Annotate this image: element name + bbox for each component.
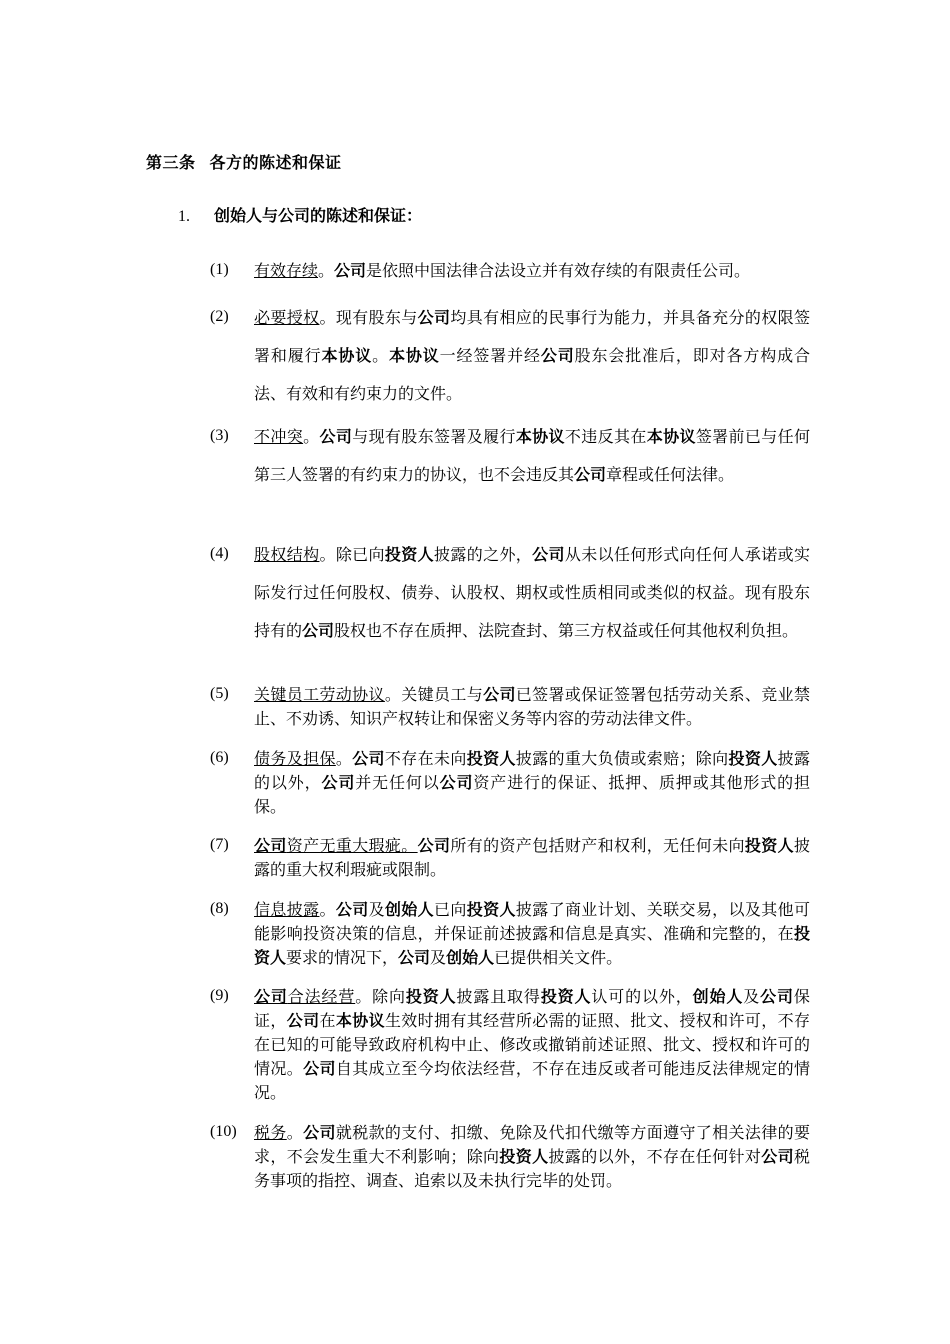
text-run: 税务事项的指控、调查、追索以及未执行完毕的处罚。: [254, 1147, 810, 1190]
clause-text: [254, 834, 810, 882]
text-run: 。除已向: [319, 545, 385, 564]
clause-number: (7): [210, 836, 229, 853]
text-run: 章程或任何法律。: [606, 465, 735, 484]
text-run: 。: [372, 346, 389, 365]
clause-number: (2): [210, 308, 229, 325]
section-number: 1.: [178, 208, 190, 225]
clause-heading: [254, 836, 418, 855]
text-run: 从未以任何形式向任何人承诺或实际发行过任何股权、债券、认股权、期权或性质相同或类似的权益。现有股东持有的: [254, 545, 810, 640]
clause-text: [254, 252, 810, 290]
defined-term: 公司: [303, 1123, 336, 1142]
article-title: [146, 150, 342, 173]
clause-number: (6): [210, 749, 229, 766]
defined-term: 公司: [761, 1147, 794, 1166]
text-run: 。: [303, 427, 320, 446]
defined-term: 公司: [334, 261, 367, 280]
text-run: 。: [286, 1123, 304, 1142]
defined-term: 公司: [483, 685, 516, 704]
defined-term: 投资人: [744, 836, 794, 855]
text-run: 在: [319, 1011, 336, 1030]
defined-term: 投资人: [466, 900, 516, 919]
clause-number: (1): [210, 261, 229, 278]
text-run: 。: [319, 900, 336, 919]
clause-number: (4): [210, 545, 229, 562]
defined-term: 投资人: [384, 545, 434, 564]
defined-term: 公司: [254, 987, 288, 1006]
defined-term: 创始人: [692, 987, 744, 1006]
clause-text: [254, 1121, 810, 1193]
text-run: 要求的情况下，: [286, 948, 399, 967]
clause-heading: [254, 987, 355, 1006]
text-run: 股权也不存在质押、法院查封、第三方权益或任何其他权利负担。: [334, 621, 799, 640]
defined-term: 投资人: [499, 1147, 549, 1166]
clause-number: (8): [210, 900, 229, 917]
text-run: 。关键员工与: [384, 685, 484, 704]
defined-term: 公司: [319, 427, 353, 446]
clause-heading: 必要授权: [254, 308, 320, 327]
text-run: 披露的重大负债或索赔；除向: [515, 749, 729, 768]
text-run: 。现有股东与: [319, 308, 418, 327]
clause-text: [254, 536, 810, 650]
clause-text: [254, 747, 810, 819]
clause-heading: 债务及担保: [254, 749, 336, 768]
text-run: 资产无重大瑕疵。: [286, 836, 418, 855]
clause-5: [210, 683, 810, 731]
defined-term: 本协议: [321, 346, 373, 365]
clause-number: (10): [210, 1123, 237, 1140]
clause-heading: 不冲突: [254, 427, 304, 446]
clause-text: [254, 985, 810, 1105]
text-run: 披露的之外，: [434, 545, 533, 564]
clause-text: [254, 898, 810, 970]
text-run: 已签署或保证签署包括劳动关系、竞业禁止、不劝诱、知识产权转让和保密义务等内容的劳动法律文件。: [254, 685, 810, 728]
defined-term: 公司: [532, 545, 565, 564]
text-run: 已向: [434, 900, 467, 919]
text-run: 披露的重大权利瑕疵或限制。: [254, 836, 810, 879]
clause-heading: 股权结构: [254, 545, 320, 564]
clause-3: [210, 418, 810, 494]
defined-term: 公司: [574, 465, 607, 484]
clause-number: (9): [210, 987, 229, 1004]
defined-term: 公司: [417, 836, 451, 855]
text-run: 就税款的支付、扣缴、免除及代扣代缴等方面遵守了相关法律的要求，不会发生重大不利影响；除向: [254, 1123, 810, 1166]
defined-term: 投资人: [254, 924, 810, 967]
text-run: 已提供相关文件。: [494, 948, 623, 967]
defined-term: 公司: [321, 773, 356, 792]
text-run: 合法经营: [287, 987, 356, 1006]
clause-1: [210, 252, 810, 290]
clause-6: [210, 747, 810, 819]
defined-term: 公司: [303, 1059, 336, 1078]
defined-term: 公司: [398, 948, 431, 967]
clause-heading: 信息披露: [254, 900, 320, 919]
text-run: 及: [368, 900, 385, 919]
defined-term: 投资人: [466, 749, 516, 768]
text-run: 披露的以外，不存在任何针对: [548, 1147, 762, 1166]
clause-8: [210, 898, 810, 970]
text-run: 签署前已与任何第三人签署的有约束力的协议，也不会违反其: [254, 427, 810, 484]
text-run: 所有的资产包括财产和权利，无任何未向: [450, 836, 745, 855]
defined-term: 公司: [439, 773, 474, 792]
text-run: 生效时拥有其经营所必需的证照、批文、授权和许可，不存在已知的可能导致政府机构中止、修改或撤销前述证照、批文、授权和许可的情况。: [254, 1011, 810, 1078]
text-run: 认可的以外，: [591, 987, 693, 1006]
text-run: 资产进行的保证、抵押、质押或其他形式的担保。: [254, 773, 810, 816]
text-run: 并无任何以: [355, 773, 440, 792]
defined-term: 公司: [302, 621, 335, 640]
article-heading: 各方的陈述和保证: [209, 153, 342, 172]
clause-heading: 有效存续: [254, 261, 319, 280]
defined-term: 公司: [540, 346, 575, 365]
text-run: 均具有相应的民事行为能力，并具备充分的权限签署和履行: [254, 308, 810, 365]
text-run: 披露了商业计划、关联交易，以及其他可能影响投资决策的信息，并保证前述披露和信息是真实、准确和完整的，在: [254, 900, 810, 943]
text-run: 自其成立至今均依法经营，不存在违反或者可能违反法律规定的情况。: [254, 1059, 810, 1102]
clause-text: [254, 418, 810, 494]
defined-term: 创始人: [446, 948, 495, 967]
defined-term: 公司: [254, 836, 287, 855]
clause-heading: 税务: [254, 1123, 287, 1142]
defined-term: 创始人: [384, 900, 435, 919]
defined-term: 公司: [417, 308, 451, 327]
defined-term: 投资人: [540, 987, 592, 1006]
clause-text: [254, 299, 810, 413]
clause-heading: 关键员工劳动协议: [254, 685, 385, 704]
text-run: 及: [430, 948, 447, 967]
clause-9: [210, 985, 810, 1105]
clause-4: [210, 536, 810, 650]
defined-term: 公司: [286, 1011, 320, 1030]
defined-term: 本协议: [646, 427, 696, 446]
clause-text: [254, 683, 810, 731]
section-heading: [178, 203, 422, 226]
text-run: 不违反其在: [564, 427, 647, 446]
text-run: 股东会批准后，即对各方构成合法、有效和有约束力的文件。: [254, 346, 810, 403]
defined-term: 投资人: [728, 749, 778, 768]
text-run: 保证，: [254, 987, 810, 1030]
defined-term: 公司: [760, 987, 794, 1006]
defined-term: 本协议: [335, 1011, 385, 1030]
text-run: 及: [743, 987, 761, 1006]
text-run: 一经签署并经: [439, 346, 541, 365]
defined-term: 投资人: [405, 987, 457, 1006]
clause-7: [210, 834, 810, 882]
clause-number: (3): [210, 427, 229, 444]
article-number: 第三条: [146, 153, 196, 172]
text-run: 披露的以外，: [254, 749, 810, 792]
text-run: 。: [335, 749, 353, 768]
text-run: 披露且取得: [456, 987, 541, 1006]
section-title: 创始人与公司的陈述和保证：: [214, 206, 423, 225]
defined-term: 公司: [352, 749, 385, 768]
clause-number: (5): [210, 685, 229, 702]
text-run: 。除向: [355, 987, 406, 1006]
defined-term: 本协议: [389, 346, 440, 365]
text-run: 与现有股东签署及履行: [352, 427, 516, 446]
text-run: 是依照中国法律合法设立并有效存续的有限责任公司。: [366, 261, 751, 280]
defined-term: 公司: [335, 900, 369, 919]
text-run: 。: [318, 261, 335, 280]
defined-term: 本协议: [515, 427, 565, 446]
text-run: 不存在未向: [384, 749, 467, 768]
clause-10: [210, 1121, 810, 1193]
clause-2: [210, 299, 810, 413]
